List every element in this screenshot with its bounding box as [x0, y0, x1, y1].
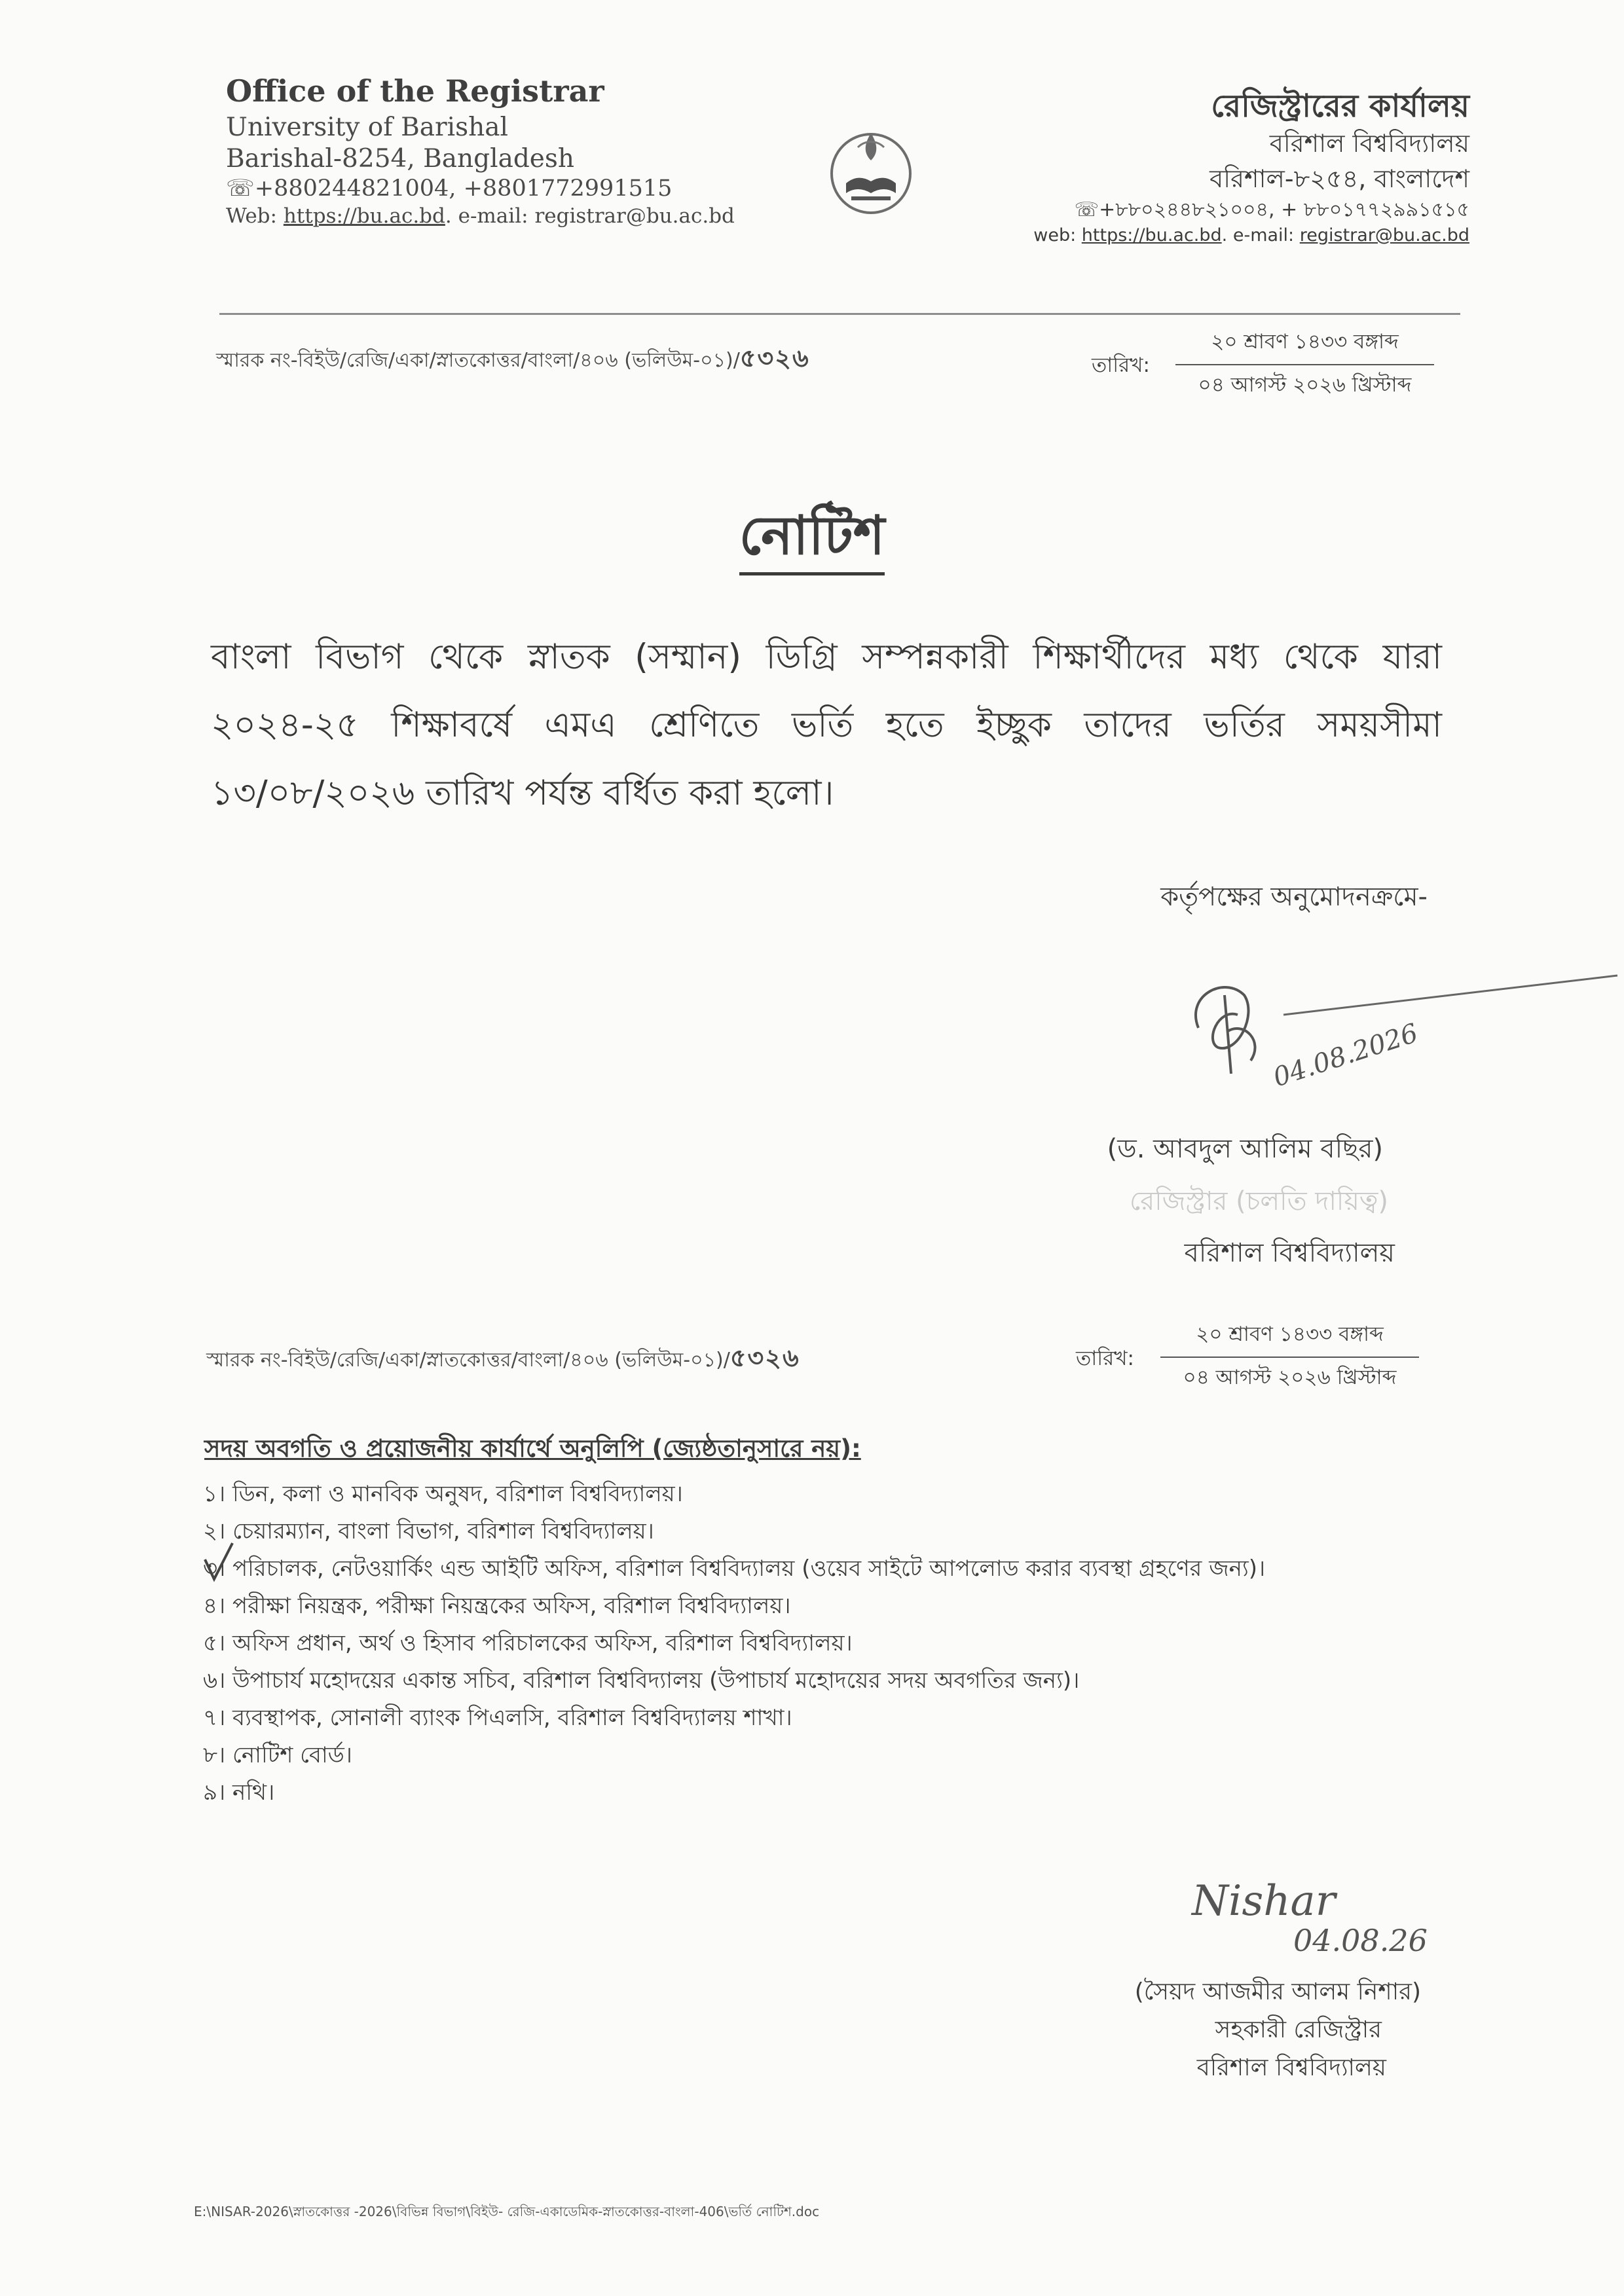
notice-body: বাংলা বিভাগ থেকে স্নাতক (সম্মান) ডিগ্রি সম্পন্নকারী শিক্ষার্থীদের মধ্য থেকে যারা ২০২৪-২৫ শিক্ষাবর্ষে এমএ শ্রেণিতে ভর্তি হতে ইচ্ছুক তাদের ভর্তির সময়সীমা ১৩/০৮/২০২৬ তারিখ পর্যন্ত বর্ধিত করা হলো।	[211, 637, 1442, 813]
signature-date: 04.08.26	[1293, 1923, 1428, 1958]
registrar-designation: রেজিস্ট্রার (চলতি দায়িত্ব)	[1130, 1186, 1388, 1216]
university-logo	[812, 108, 930, 229]
university-name-bangla: বরিশাল বিশ্ববিদ্যালয়	[1269, 129, 1469, 158]
contact-line-bangla: web: https://bu.ac.bd. e-mail: registrar@bu.ac.bd	[1033, 225, 1469, 246]
date-english: ০৪ আগস্ট ২০২৬ খ্রিস্টাব্দ	[1198, 373, 1412, 397]
email-label: e-mail:	[458, 204, 528, 228]
file-path-footer: E:\NISAR-2026\স্নাতকোত্তর -2026\বিভিন্ন বিভাগ\বিইউ- রেজি-একাডেমিক-স্নাতকোত্তর-বাংলা-406\ভর্তি নোটিশ.doc	[194, 2204, 820, 2219]
assistant-registrar-name: (সৈয়দ আজমীর আলম নিশার)	[1134, 1978, 1421, 2005]
assistant-registrar-designation: সহকারী রেজিস্ট্রার	[1215, 2016, 1382, 2043]
university-name-english: University of Barishal	[226, 113, 508, 142]
assistant-registrar-institution: বরিশাল বিশ্ববিদ্যালয়	[1196, 2054, 1386, 2081]
email-address[interactable]: registrar@bu.ac.bd	[534, 204, 735, 228]
list-item: ৮। নোটিশ বোর্ড।	[203, 1742, 352, 1768]
list-item: ৩। পরিচালক, নেটওয়ার্কিং এন্ড আইটি অফিস, বরিশাল বিশ্ববিদ্যালয় (ওয়েব সাইটে আপলোড করার ব্যবস্থা গ্রহণের জন্য)।	[203, 1556, 1266, 1582]
list-item: ২। চেয়ারম্যান, বাংলা বিভাগ, বরিশাল বিশ্ববিদ্যালয়।	[203, 1518, 654, 1544]
list-item: ৯। নথি।	[203, 1779, 275, 1806]
copy-heading: সদয় অবগতি ও প্রয়োজনীয় কার্যার্থে অনুলিপি (জ্যেষ্ঠতানুসারে নয়):	[204, 1434, 861, 1463]
date-block-copy	[1160, 1319, 1419, 1396]
phone-line-english	[226, 175, 672, 202]
contact-line-english: Web: https://bu.ac.bd. e-mail: registrar@bu.ac.bd	[226, 204, 735, 228]
memo-number: ৫৩২৬	[739, 344, 810, 373]
registrar-name: (ড. আবদুল আলিম বছির)	[1107, 1134, 1383, 1164]
header-bangla	[1033, 90, 1469, 244]
list-item: ৭। ব্যবস্থাপক, সোনালী ব্যাংক পিএলসি, বরিশাল বিশ্ববিদ্যালয় শাখা।	[203, 1705, 792, 1731]
list-item: ৫। অফিস প্রধান, অর্থ ও হিসাব পরিচালকের অফিস, বরিশাল বিশ্ববিদ্যালয়।	[203, 1630, 853, 1656]
header-divider	[219, 313, 1460, 315]
web-label: Web:	[226, 204, 277, 228]
list-item: ৬। উপাচার্য মহোদয়ের একান্ত সচিব, বরিশাল বিশ্ববিদ্যালয় (উপাচার্য মহোদয়ের সদয় অবগতির জন্য)।	[203, 1667, 1080, 1694]
phone-numbers: +880244821004, +8801772991515	[254, 175, 673, 202]
checkmark-icon	[200, 1540, 239, 1588]
registrar-signature	[1179, 969, 1624, 1126]
date-bangla: ২০ শ্রাবণ ১৪৩৩ বঙ্গাব্দ	[1196, 1322, 1384, 1346]
memo-reference-copy: স্মারক নং-বিইউ/রেজি/একা/স্নাতকোত্তর/বাংলা/৪০৬ (ভলিউম-০১)/৫৩২৬	[206, 1343, 800, 1372]
office-title-bangla: রেজিস্ট্রারের কার্যালয়	[1211, 88, 1469, 124]
date-english: ০৪ আগস্ট ২০২৬ খ্রিস্টাব্দ	[1183, 1366, 1397, 1389]
date-label: তারিখ:	[1076, 1347, 1134, 1370]
assistant-registrar-signature	[1179, 1866, 1454, 1971]
approval-line: কর্তৃপক্ষের অনুমোদনক্রমে-	[1160, 882, 1428, 912]
office-title-english: Office of the Registrar	[226, 73, 604, 109]
address-bangla: বরিশাল-৮২৫৪, বাংলাদেশ	[1209, 164, 1469, 193]
memo-number: ৫৩২৬	[729, 1343, 800, 1372]
signature-name: Nishar	[1192, 1877, 1336, 1925]
phone-icon: ☏	[1074, 198, 1099, 221]
website-link[interactable]: https://bu.ac.bd	[1081, 225, 1222, 246]
date-block	[1175, 326, 1434, 403]
registrar-institution: বরিশাল বিশ্ববিদ্যালয়	[1184, 1238, 1395, 1268]
address-english: Barishal-8254, Bangladesh	[226, 144, 575, 173]
date-label: তারিখ:	[1092, 354, 1150, 377]
date-bangla: ২০ শ্রাবণ ১৪৩৩ বঙ্গাব্দ	[1211, 330, 1399, 354]
email-address[interactable]: registrar@bu.ac.bd	[1299, 225, 1469, 246]
phone-icon: ☏	[226, 175, 255, 202]
notice-title: নোটিশ	[0, 494, 1624, 584]
memo-reference: স্মারক নং-বিইউ/রেজি/একা/স্নাতকোত্তর/বাংলা/৪০৬ (ভলিউম-০১)/৫৩২৬	[216, 344, 810, 373]
website-link[interactable]: https://bu.ac.bd	[283, 204, 445, 228]
copy-list	[203, 1476, 1265, 1812]
list-item: ৪। পরীক্ষা নিয়ন্ত্রক, পরীক্ষা নিয়ন্ত্রকের অফিস, বরিশাল বিশ্ববিদ্যালয়।	[203, 1593, 791, 1619]
signature-date: 04.08.2026	[1269, 1017, 1422, 1093]
phone-line-bangla: ☏+৮৮০২৪৪৮২১০০৪, + ৮৮০১৭৭২৯৯১৫১৫	[1074, 198, 1469, 221]
list-item: ১। ডিন, কলা ও মানবিক অনুষদ, বরিশাল বিশ্ববিদ্যালয়।	[203, 1481, 683, 1507]
